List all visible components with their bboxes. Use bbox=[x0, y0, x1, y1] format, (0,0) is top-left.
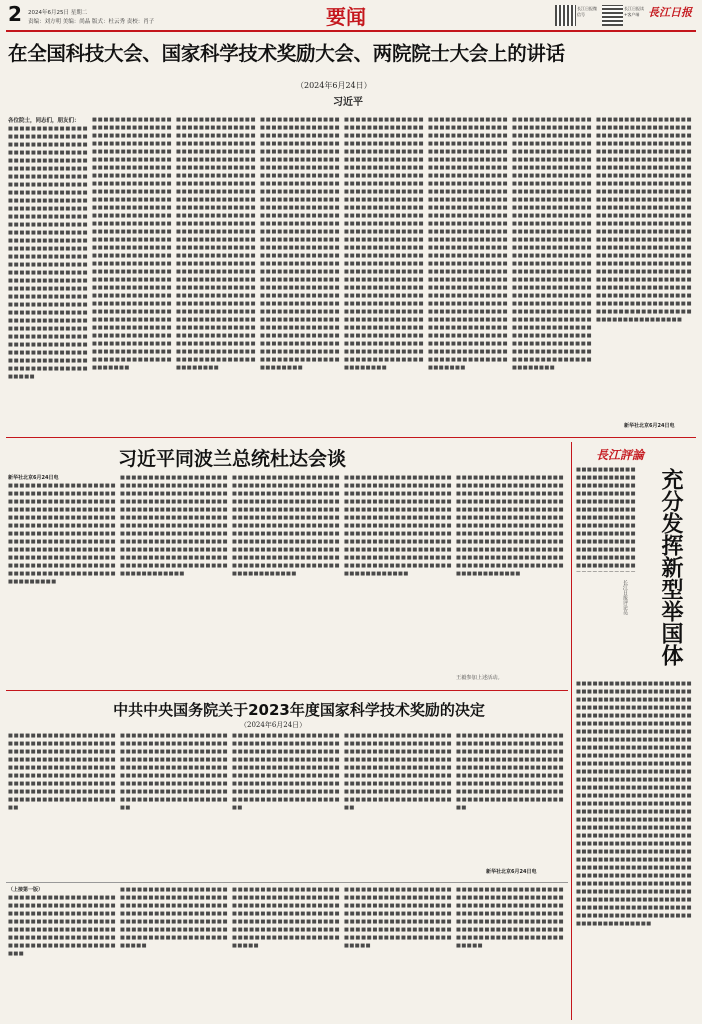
qr-code-wechat bbox=[555, 5, 576, 26]
date-line: 2024年6月25日 星期二 bbox=[28, 10, 88, 16]
editor-line: 责编：刘方明 美编：尚晶 版式：杜云秀 责校：肖子 bbox=[28, 19, 155, 25]
story2-column-4: ■■■■■■■■■■■■■■■■■■■■■■■■■■■■■■■■■■■■■■■■■■■■■■■■■■■■■■■■■■■■■■■■■■■■■■■■■■■■■■■■■■■■■■■■■■■■■■■■■■■■■■■■■■■■■■■■■■■■■■■■■■■■■■■■■■■■■■■■■■■■■■■■■■■■■■■■■■■■■■■■■■■■■■■■■■■■■■■■■■■■■■■■■■■■■■■■■■■■■■■■■■■■■■■■■■■■■■■■■■■■■■■■■■■■■■■■■■■■■■■■ bbox=[344, 475, 452, 577]
header-rule bbox=[6, 30, 696, 32]
divider-1 bbox=[6, 437, 696, 438]
story2-column-3: ■■■■■■■■■■■■■■■■■■■■■■■■■■■■■■■■■■■■■■■■■■■■■■■■■■■■■■■■■■■■■■■■■■■■■■■■■■■■■■■■■■■■■■■■■■■■■■■■■■■■■■■■■■■■■■■■■■■■■■■■■■■■■■■■■■■■■■■■■■■■■■■■■■■■■■■■■■■■■■■■■■■■■■■■■■■■■■■■■■■■■■■■■■■■■■■■■■■■■■■■■■■■■■■■■■■■■■■■■■■■■■■■■■■■■■■■■■■■■■■■ bbox=[232, 475, 340, 577]
story2-lead: 新华社北京6月24日电 bbox=[8, 475, 59, 481]
story4-column-4: ■■■■■■■■■■■■■■■■■■■■■■■■■■■■■■■■■■■■■■■■■■■■■■■■■■■■■■■■■■■■■■■■■■■■■■■■■■■■■■■■■■■■■■■■■■■■■■■■■■■■■■■■■■■■■■■■■■■■■■■■■■■■■■■■■■■■■■■■■■ bbox=[344, 887, 452, 949]
section-title: 要闻 bbox=[326, 5, 366, 29]
lead-column-5: ■■■■■■■■■■■■■■■■■■■■■■■■■■■■■■■■■■■■■■■■■■■■■■■■■■■■■■■■■■■■■■■■■■■■■■■■■■■■■■■■■■■■■■■■■■■■■■■■■■■■■■■■■■■■■■■■■■■■■■■■■■■■■■■■■■■■■■■■■■■■■■■■■■■■■■■■■■■■■■■■■■■■■■■■■■■■■■■■■■■■■■■■■■■■■■■■■■■■■■■■■■■■■■■■■■■■■■■■■■■■■■■■■■■■■■■■■■■■■■■■■■■■■■■■■■■■■■■■■■■■■■■■■■■■■■■■■■■■■■■■■■■■■■■■■■■■■■■■■■■■■■■■■■■■■■■■■■■■■■■■■■■■■■■■■■■■■■■■■■■■■■■■■■■■■■■■■■■■■■■■■■■■■■■■■■■■■■■■■■■■■■■■■■■■■■■■■■■■■■■■■■■■■■■■■■■■■■■■■■■■■■■■■■■■■■■■■■■■■■■■■■ bbox=[344, 117, 424, 371]
qr-code-app bbox=[602, 5, 623, 26]
lead-date: （2024年6月24日） bbox=[296, 81, 372, 90]
lead-column-6: ■■■■■■■■■■■■■■■■■■■■■■■■■■■■■■■■■■■■■■■■■■■■■■■■■■■■■■■■■■■■■■■■■■■■■■■■■■■■■■■■■■■■■■■■■■■■■■■■■■■■■■■■■■■■■■■■■■■■■■■■■■■■■■■■■■■■■■■■■■■■■■■■■■■■■■■■■■■■■■■■■■■■■■■■■■■■■■■■■■■■■■■■■■■■■■■■■■■■■■■■■■■■■■■■■■■■■■■■■■■■■■■■■■■■■■■■■■■■■■■■■■■■■■■■■■■■■■■■■■■■■■■■■■■■■■■■■■■■■■■■■■■■■■■■■■■■■■■■■■■■■■■■■■■■■■■■■■■■■■■■■■■■■■■■■■■■■■■■■■■■■■■■■■■■■■■■■■■■■■■■■■■■■■■■■■■■■■■■■■■■■■■■■■■■■■■■■■■■■■■■■■■■■■■■■■■■■■■■■■■■■■■■■■■■■■■■■■■■■■■■■ bbox=[428, 117, 508, 371]
commentary-title: 充分发挥新型举国体 bbox=[658, 468, 683, 666]
lead-column-2: ■■■■■■■■■■■■■■■■■■■■■■■■■■■■■■■■■■■■■■■■■■■■■■■■■■■■■■■■■■■■■■■■■■■■■■■■■■■■■■■■■■■■■■■■■■■■■■■■■■■■■■■■■■■■■■■■■■■■■■■■■■■■■■■■■■■■■■■■■■■■■■■■■■■■■■■■■■■■■■■■■■■■■■■■■■■■■■■■■■■■■■■■■■■■■■■■■■■■■■■■■■■■■■■■■■■■■■■■■■■■■■■■■■■■■■■■■■■■■■■■■■■■■■■■■■■■■■■■■■■■■■■■■■■■■■■■■■■■■■■■■■■■■■■■■■■■■■■■■■■■■■■■■■■■■■■■■■■■■■■■■■■■■■■■■■■■■■■■■■■■■■■■■■■■■■■■■■■■■■■■■■■■■■■■■■■■■■■■■■■■■■■■■■■■■■■■■■■■■■■■■■■■■■■■■■■■■■■■■■■■■■■■■■■■■■■■■■■■■■■■■ bbox=[92, 117, 172, 371]
story3-date: （2024年6月24日） bbox=[240, 721, 307, 729]
story4-column-3: ■■■■■■■■■■■■■■■■■■■■■■■■■■■■■■■■■■■■■■■■■■■■■■■■■■■■■■■■■■■■■■■■■■■■■■■■■■■■■■■■■■■■■■■■■■■■■■■■■■■■■■■■■■■■■■■■■■■■■■■■■■■■■■■■■■■■■■■■■■ bbox=[232, 887, 340, 949]
story2-column-2: ■■■■■■■■■■■■■■■■■■■■■■■■■■■■■■■■■■■■■■■■■■■■■■■■■■■■■■■■■■■■■■■■■■■■■■■■■■■■■■■■■■■■■■■■■■■■■■■■■■■■■■■■■■■■■■■■■■■■■■■■■■■■■■■■■■■■■■■■■■■■■■■■■■■■■■■■■■■■■■■■■■■■■■■■■■■■■■■■■■■■■■■■■■■■■■■■■■■■■■■■■■■■■■■■■■■■■■■■■■■■■■■■■■■■■■■■■■■■■■■■ bbox=[120, 475, 228, 577]
lead-source: 新华社北京6月24日电 bbox=[624, 423, 675, 429]
story3-column-2: ■■■■■■■■■■■■■■■■■■■■■■■■■■■■■■■■■■■■■■■■■■■■■■■■■■■■■■■■■■■■■■■■■■■■■■■■■■■■■■■■■■■■■■■■■■■■■■■■■■■■■■■■■■■■■■■■■■■■■■■■■■■■■■■■■■■■■■■■■■■■■■■■■■■■■■■■■■■■■■■■■■■■■■■■■■■■■ bbox=[120, 733, 228, 811]
divider-3 bbox=[6, 882, 568, 883]
commentary-logo: 長江評論 bbox=[596, 448, 645, 462]
lead-column-8: ■■■■■■■■■■■■■■■■■■■■■■■■■■■■■■■■■■■■■■■■■■■■■■■■■■■■■■■■■■■■■■■■■■■■■■■■■■■■■■■■■■■■■■■■■■■■■■■■■■■■■■■■■■■■■■■■■■■■■■■■■■■■■■■■■■■■■■■■■■■■■■■■■■■■■■■■■■■■■■■■■■■■■■■■■■■■■■■■■■■■■■■■■■■■■■■■■■■■■■■■■■■■■■■■■■■■■■■■■■■■■■■■■■■■■■■■■■■■■■■■■■■■■■■■■■■■■■■■■■■■■■■■■■■■■■■■■■■■■■■■■■■■■■■■■■■■■■■■■■■■■■■■■■■■■■■■■■■■■■■■■■■■■■■■■■■■■■■■■■■■■■■■■■■■■■■■■■■■■■■■■■■■■■■■■■■■■■■■■■■■■■■■■■■■■■■■■■■■■■■■■■■■■■■■■■■■■■■■■■■■■■■■■■■■■■■■■■■■■■■■■ bbox=[596, 117, 692, 323]
commentary-byline: 长江日报评论员 bbox=[622, 580, 628, 615]
lead-opening: 各位院士，同志们，朋友们： bbox=[8, 118, 80, 124]
lead-column-3: ■■■■■■■■■■■■■■■■■■■■■■■■■■■■■■■■■■■■■■■■■■■■■■■■■■■■■■■■■■■■■■■■■■■■■■■■■■■■■■■■■■■■■■■■■■■■■■■■■■■■■■■■■■■■■■■■■■■■■■■■■■■■■■■■■■■■■■■■■■■■■■■■■■■■■■■■■■■■■■■■■■■■■■■■■■■■■■■■■■■■■■■■■■■■■■■■■■■■■■■■■■■■■■■■■■■■■■■■■■■■■■■■■■■■■■■■■■■■■■■■■■■■■■■■■■■■■■■■■■■■■■■■■■■■■■■■■■■■■■■■■■■■■■■■■■■■■■■■■■■■■■■■■■■■■■■■■■■■■■■■■■■■■■■■■■■■■■■■■■■■■■■■■■■■■■■■■■■■■■■■■■■■■■■■■■■■■■■■■■■■■■■■■■■■■■■■■■■■■■■■■■■■■■■■■■■■■■■■■■■■■■■■■■■■■■■■■■■■■■■■■■ bbox=[176, 117, 256, 371]
story3-column-3: ■■■■■■■■■■■■■■■■■■■■■■■■■■■■■■■■■■■■■■■■■■■■■■■■■■■■■■■■■■■■■■■■■■■■■■■■■■■■■■■■■■■■■■■■■■■■■■■■■■■■■■■■■■■■■■■■■■■■■■■■■■■■■■■■■■■■■■■■■■■■■■■■■■■■■■■■■■■■■■■■■■■■■■■■■■■■■ bbox=[232, 733, 340, 811]
commentary-body: ■■■■■■■■■■■■■■■■■■■■■■■■■■■■■■■■■■■■■■■■■■■■■■■■■■■■■■■■■■■■■■■■■■■■■■■■■■■■■■■■■■■■■■■■■■■■■■■■■■■■■■■■■■■■■■■■■■■■■■■■■■■■■■■■■■■■■■■■■■■■■■■■■■■■■■■■■■■■■■■■■■■■■■■■■■■■■■■■■■■■■■■■■■■■■■■■■■■■■■■■■■■■■■■■■■■■■■■■■■■■■■■■■■■■■■■■■■■■■■■■■■■■■■■■■■■■■■■■■■■■■■■■■■■■■■■■■■■■■■■■■■■■■■■■■■■■■■■■■■■■■■■■■■■■■■■■■■■■■■■■■■■■■■■■■■■■■■■■■■■■■■■■■■■■■■■■■■■■■■■■■■■■■■■■■■■■■■■■■■■■■■■■■■■■■■■■■■■■■■■■■■■■■■■■■■■■■■■■■■■■■■■■■■■■■■■■■■■■■■■■■■■■■■■■■■■■■■■■■■■■■■■■■■■■■■■■■■■■■■■■■■■■■■■■■■■■■■■■■■■■■■■■■■■■■■■■■■■■■■■■■■■■■■■■■■■■■■■■■■■■■■■■■■■■■■■■■■■■■■■■■■■■■■■■■■■■■■■■■■■■■■■■■■■■■■■■■■■■■■■■■■■■■■■■■■■■■■■■■■■■■■■■■■■■■■■■■■■■■■■■■■■■ bbox=[576, 681, 692, 927]
story4-column-1: ■■■■■■■■■■■■■■■■■■■■■■■■■■■■■■■■■■■■■■■■■■■■■■■■■■■■■■■■■■■■■■■■■■■■■■■■■■■■■■■■■■■■■■■■■■■■■■■■■■■■■■■■■■■■■■■■■■■■■■■■■■■■■■■■■■■■■■■■ bbox=[8, 895, 116, 957]
lead-column-1: ■■■■■■■■■■■■■■■■■■■■■■■■■■■■■■■■■■■■■■■■■■■■■■■■■■■■■■■■■■■■■■■■■■■■■■■■■■■■■■■■■■■■■■■■■■■■■■■■■■■■■■■■■■■■■■■■■■■■■■■■■■■■■■■■■■■■■■■■■■■■■■■■■■■■■■■■■■■■■■■■■■■■■■■■■■■■■■■■■■■■■■■■■■■■■■■■■■■■■■■■■■■■■■■■■■■■■■■■■■■■■■■■■■■■■■■■■■■■■■■■■■■■■■■■■■■■■■■■■■■■■■■■■■■■■■■■■■■■■■■■■■■■■■■■■■■■■■■■■■■■■■■■■■■■■■■■■■■■■■■■■■■■■■■■■■■■■■■■■■■■■■■■■■■■■■■■■■■■■■■■■■■■■■■■■■■■■■■■■■■■■■■■■■■■■■■■■■■■■■■■■■■■■■■■■■■■■■■■■■■■■■■■■■■■■■■■■■■■■■■ bbox=[8, 126, 88, 380]
story3-headline: 中共中央国务院关于2023年度国家科学技术奖励的决定 bbox=[113, 701, 485, 719]
story2-tail: 王毅参加上述活动。 bbox=[456, 675, 503, 681]
lead-column-4: ■■■■■■■■■■■■■■■■■■■■■■■■■■■■■■■■■■■■■■■■■■■■■■■■■■■■■■■■■■■■■■■■■■■■■■■■■■■■■■■■■■■■■■■■■■■■■■■■■■■■■■■■■■■■■■■■■■■■■■■■■■■■■■■■■■■■■■■■■■■■■■■■■■■■■■■■■■■■■■■■■■■■■■■■■■■■■■■■■■■■■■■■■■■■■■■■■■■■■■■■■■■■■■■■■■■■■■■■■■■■■■■■■■■■■■■■■■■■■■■■■■■■■■■■■■■■■■■■■■■■■■■■■■■■■■■■■■■■■■■■■■■■■■■■■■■■■■■■■■■■■■■■■■■■■■■■■■■■■■■■■■■■■■■■■■■■■■■■■■■■■■■■■■■■■■■■■■■■■■■■■■■■■■■■■■■■■■■■■■■■■■■■■■■■■■■■■■■■■■■■■■■■■■■■■■■■■■■■■■■■■■■■■■■■■■■■■■■■■■■■■■ bbox=[260, 117, 340, 371]
story4-column-5: ■■■■■■■■■■■■■■■■■■■■■■■■■■■■■■■■■■■■■■■■■■■■■■■■■■■■■■■■■■■■■■■■■■■■■■■■■■■■■■■■■■■■■■■■■■■■■■■■■■■■■■■■■■■■■■■■■■■■■■■■■■■■■■■■■■■■■■■■■■ bbox=[456, 887, 564, 949]
story4-column-2: ■■■■■■■■■■■■■■■■■■■■■■■■■■■■■■■■■■■■■■■■■■■■■■■■■■■■■■■■■■■■■■■■■■■■■■■■■■■■■■■■■■■■■■■■■■■■■■■■■■■■■■■■■■■■■■■■■■■■■■■■■■■■■■■■■■■■■■■■■■ bbox=[120, 887, 228, 949]
story2-headline: 习近平同波兰总统杜达会谈 bbox=[118, 448, 347, 470]
story3-column-5: ■■■■■■■■■■■■■■■■■■■■■■■■■■■■■■■■■■■■■■■■■■■■■■■■■■■■■■■■■■■■■■■■■■■■■■■■■■■■■■■■■■■■■■■■■■■■■■■■■■■■■■■■■■■■■■■■■■■■■■■■■■■■■■■■■■■■■■■■■■■■■■■■■■■■■■■■■■■■■■■■■■■■■■■■■■■■■ bbox=[456, 733, 564, 811]
story2-column-5: ■■■■■■■■■■■■■■■■■■■■■■■■■■■■■■■■■■■■■■■■■■■■■■■■■■■■■■■■■■■■■■■■■■■■■■■■■■■■■■■■■■■■■■■■■■■■■■■■■■■■■■■■■■■■■■■■■■■■■■■■■■■■■■■■■■■■■■■■■■■■■■■■■■■■■■■■■■■■■■■■■■■■■■■■■■■■■■■■■■■■■■■■■■■■■■■■■■■■■■■■■■■■■■■■■■■■■■■■■■■■■■■■■■■■■■■■■■■■■■■■ bbox=[456, 475, 564, 577]
lead-author: 习近平 bbox=[333, 97, 363, 108]
story3-column-4: ■■■■■■■■■■■■■■■■■■■■■■■■■■■■■■■■■■■■■■■■■■■■■■■■■■■■■■■■■■■■■■■■■■■■■■■■■■■■■■■■■■■■■■■■■■■■■■■■■■■■■■■■■■■■■■■■■■■■■■■■■■■■■■■■■■■■■■■■■■■■■■■■■■■■■■■■■■■■■■■■■■■■■■■■■■■■■ bbox=[344, 733, 452, 811]
wechat-label: 长江日报微信号 bbox=[577, 6, 597, 17]
app-label: 长江日报读+客户端 bbox=[624, 6, 644, 17]
story3-column-1: ■■■■■■■■■■■■■■■■■■■■■■■■■■■■■■■■■■■■■■■■■■■■■■■■■■■■■■■■■■■■■■■■■■■■■■■■■■■■■■■■■■■■■■■■■■■■■■■■■■■■■■■■■■■■■■■■■■■■■■■■■■■■■■■■■■■■■■■■■■■■■■■■■■■■■■■■■■■■■■■■■■■■■■■■■■■■■ bbox=[8, 733, 116, 811]
lead-column-7: ■■■■■■■■■■■■■■■■■■■■■■■■■■■■■■■■■■■■■■■■■■■■■■■■■■■■■■■■■■■■■■■■■■■■■■■■■■■■■■■■■■■■■■■■■■■■■■■■■■■■■■■■■■■■■■■■■■■■■■■■■■■■■■■■■■■■■■■■■■■■■■■■■■■■■■■■■■■■■■■■■■■■■■■■■■■■■■■■■■■■■■■■■■■■■■■■■■■■■■■■■■■■■■■■■■■■■■■■■■■■■■■■■■■■■■■■■■■■■■■■■■■■■■■■■■■■■■■■■■■■■■■■■■■■■■■■■■■■■■■■■■■■■■■■■■■■■■■■■■■■■■■■■■■■■■■■■■■■■■■■■■■■■■■■■■■■■■■■■■■■■■■■■■■■■■■■■■■■■■■■■■■■■■■■■■■■■■■■■■■■■■■■■■■■■■■■■■■■■■■■■■■■■■■■■■■■■■■■■■■■■■■■■■■■■■■■■■■■■■■■■■ bbox=[512, 117, 592, 371]
masthead-logo: 長江日报 bbox=[648, 6, 692, 19]
lead-headline: 在全国科技大会、国家科学技术奖励大会、两院院士大会上的讲话 bbox=[8, 42, 565, 65]
commentary-divider bbox=[571, 442, 572, 1020]
page-number: 2 bbox=[8, 2, 22, 26]
story4-lead: （上接第一版） bbox=[8, 887, 44, 893]
divider-2 bbox=[6, 690, 568, 691]
story2-column-1: ■■■■■■■■■■■■■■■■■■■■■■■■■■■■■■■■■■■■■■■■■■■■■■■■■■■■■■■■■■■■■■■■■■■■■■■■■■■■■■■■■■■■■■■■■■■■■■■■■■■■■■■■■■■■■■■■■■■■■■■■■■■■■■■■■■■■■■■■■■■■■■■■■■■■■■■■■■■■■■■■■■■■■■■■■■■■■■■■■■■■■■■■■■■■■■■■■■■■■■■■■■■■■■■■■■■■■■■■■■■■■■■■■■■■■■■■■■■■■ bbox=[8, 483, 116, 585]
commentary-body-top: ■■■■■■■■■■■■■■■■■■■■■■■■■■■■■■■■■■■■■■■■■■■■■■■■■■■■■■■■■■■■■■■■■■■■■■■■■■■■■■■■■■■■■■■■■■■■■■■■■■■■■■■■■■■■■■■■■■■■■■■■■■■■■■■■■■■■■■■■■■■■■■■ bbox=[576, 467, 636, 569]
story3-source: 新华社北京6月24日电 bbox=[486, 869, 537, 875]
